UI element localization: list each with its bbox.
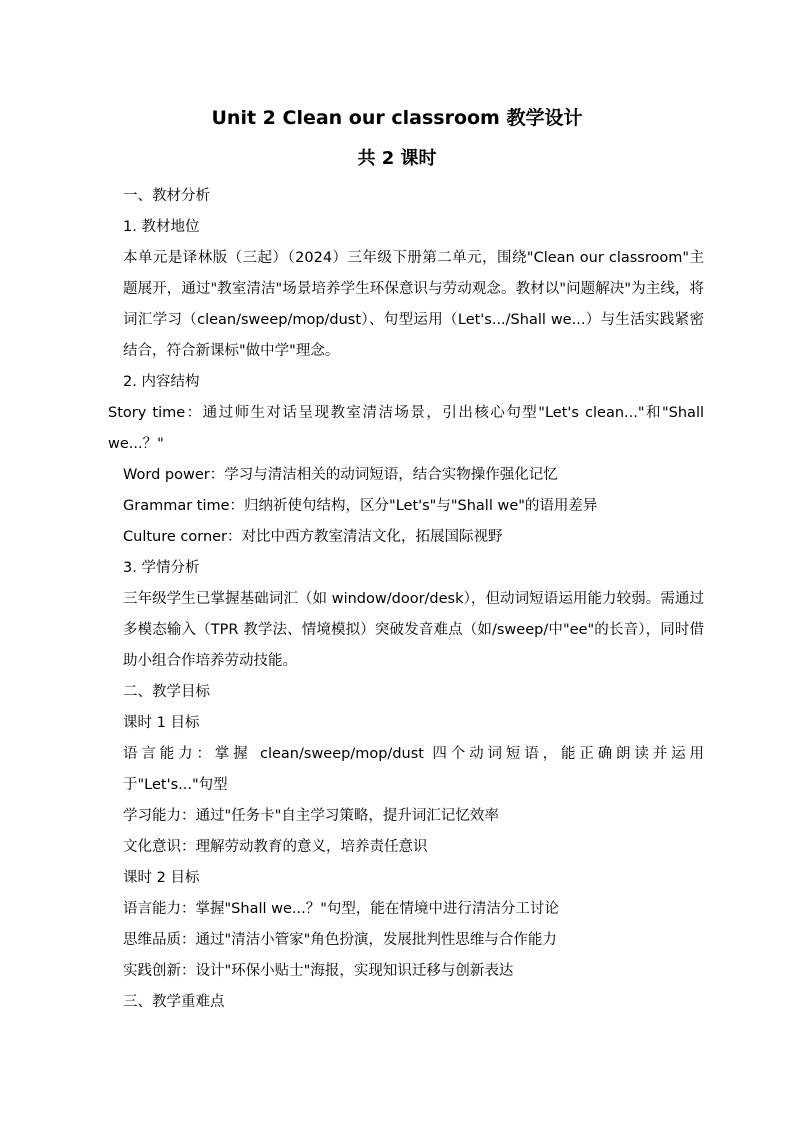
document-title: Unit 2 Clean our classroom 教学设计 — [211, 107, 583, 129]
subsection-heading: 课时 1 目标 — [123, 715, 200, 731]
document-subtitle: 共 2 课时 — [357, 148, 437, 169]
section-heading: 三、教学重难点 — [123, 994, 225, 1010]
paragraph: Story time：通过师生对话呈现教室清洁场景，引出核心句型"Let's clean..."和"Shall we...？" — [108, 405, 704, 452]
list-item: Word power：学习与清洁相关的动词短语，结合实物操作强化记忆 — [123, 467, 558, 483]
subsection-heading: 1. 教材地位 — [123, 219, 200, 235]
list-item: 思维品质：通过"清洁小管家"角色扮演，发展批判性思维与合作能力 — [123, 932, 557, 948]
list-item: 学习能力：通过"任务卡"自主学习策略，提升词汇记忆效率 — [123, 808, 499, 824]
document-body — [92, 181, 704, 1018]
list-item: Grammar time：归纳祈使句结构，区分"Let's"与"Shall we"的语用差异 — [123, 498, 598, 514]
section-heading: 二、教学目标 — [123, 684, 210, 700]
paragraph: 语言能力：掌握 clean/sweep/mop/dust 四个动词短语，能正确朗读并运用于"Let's..."句型 — [123, 746, 704, 793]
paragraph: 三年级学生已掌握基础词汇（如 window/door/desk），但动词短语运用能力较弱。需通过多模态输入（TPR 教学法、情境模拟）突破发音难点（如/sweep/中"ee"的长音），同时借助小组合作培养劳动技能。 — [123, 591, 704, 669]
section-heading: 一、教材分析 — [123, 188, 210, 204]
list-item: 实践创新：设计"环保小贴士"海报，实现知识迁移与创新表达 — [123, 963, 514, 979]
subsection-heading: 课时 2 目标 — [123, 870, 200, 886]
subsection-heading: 3. 学情分析 — [123, 560, 200, 576]
list-item: Culture corner：对比中西方教室清洁文化，拓展国际视野 — [123, 529, 503, 545]
list-item: 语言能力：掌握"Shall we...？"句型，能在情境中进行清洁分工讨论 — [123, 901, 559, 917]
subsection-heading: 2. 内容结构 — [123, 374, 200, 390]
paragraph: 本单元是译林版（三起）（2024）三年级下册第二单元，围绕"Clean our classroom"主题展开，通过"教室清洁"场景培养学生环保意识与劳动观念。教材以"问题解决"为主线，将词汇学习（clean/sweep/mop/dust）、句型运用（Let's.../Shall we...）与生活实践紧密结合，符合新课标"做中学"理念。 — [123, 250, 704, 359]
list-item: 文化意识：理解劳动教育的意义，培养责任意识 — [123, 839, 428, 855]
